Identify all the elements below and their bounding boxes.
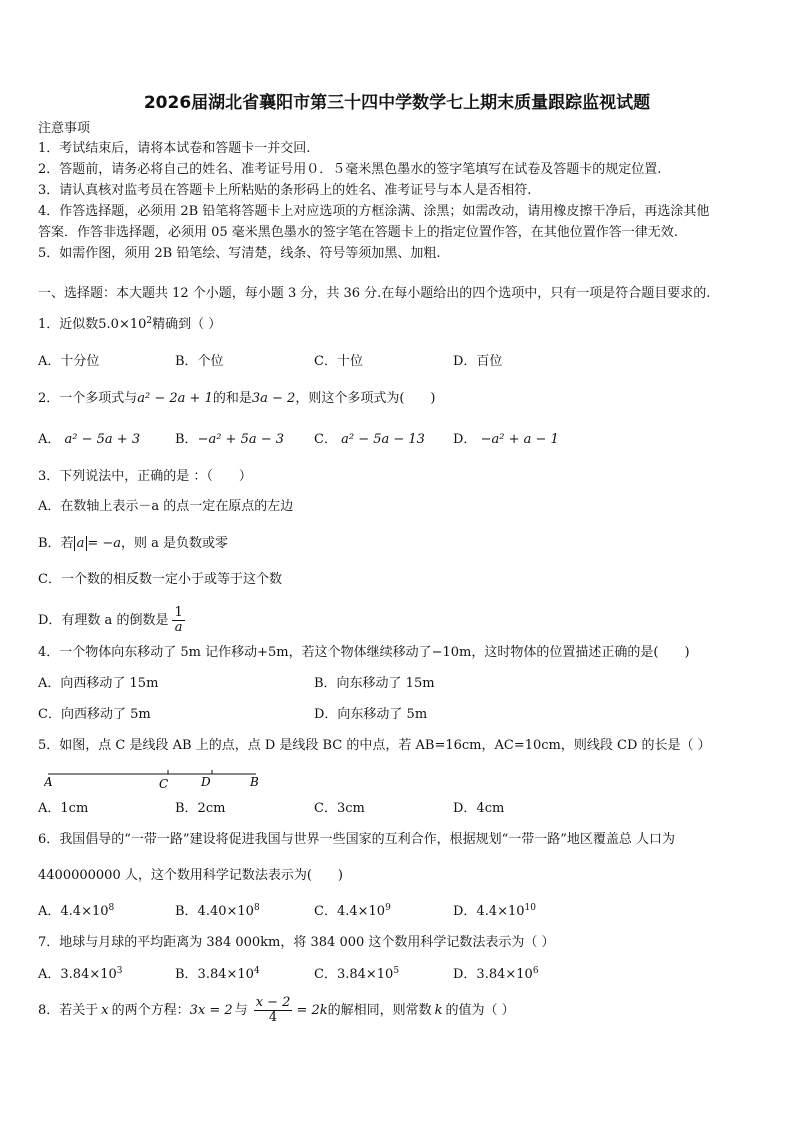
q6-option-c[interactable] bbox=[314, 904, 391, 920]
question-6-line-2: 4400000000 人，这个数用科学记数法表示为( ) bbox=[38, 868, 343, 883]
q3-option-b-suffix: ，则 a 是负数或零 bbox=[121, 536, 229, 551]
q7-option-d-base: D．3.84×10 bbox=[453, 967, 533, 982]
q2-suffix: ，则这个多项式为( ) bbox=[295, 391, 436, 406]
note-4-line-1: 4．作答选择题，必须用 2B 铅笔将答题卡上对应选项的方框涂满、涂黑；如需改动，请用橡皮擦干净后，再选涂其他 bbox=[38, 204, 710, 219]
q4-option-a[interactable]: A．向西移动了 15m bbox=[38, 676, 159, 691]
point-label-d: D bbox=[201, 775, 211, 789]
q3-equation: = −a bbox=[87, 536, 121, 551]
q7-option-b-base: B．3.84×10 bbox=[175, 967, 254, 982]
q7-option-d-exp: 6 bbox=[532, 966, 539, 976]
note-2: 2．答题前，请务必将自己的姓名、准考证号用０．５毫米黑色墨水的签字笔填写在试卷及答题卡的规定位置. bbox=[38, 162, 662, 177]
question-6-line-1: 6．我国倡导的“一带一路”建设将促进我国与世界一些国家的互利合作，根据规划“一带一路”地区覆盖总 人口为 bbox=[38, 832, 675, 847]
q3-fraction-numerator: 1 bbox=[174, 605, 183, 620]
q2-option-b-expr: −a² + 5a − 3 bbox=[197, 432, 285, 447]
q6-option-c-base: C．4.4×10 bbox=[314, 904, 386, 919]
q1-option-a[interactable]: A．十分位 bbox=[38, 354, 100, 369]
question-3: 3．下列说法中，正确的是 ：（ ） bbox=[38, 469, 252, 484]
q7-option-b[interactable] bbox=[175, 967, 260, 983]
q2-middle: 的和是 bbox=[212, 391, 252, 406]
q6-option-b-exp: 8 bbox=[253, 903, 260, 913]
q2-expr-2: 3a − 2 bbox=[251, 391, 296, 406]
q7-option-c[interactable] bbox=[314, 967, 399, 983]
q1-exponent: 2 bbox=[146, 316, 153, 326]
q2-option-b[interactable] bbox=[175, 432, 284, 448]
q6-option-d[interactable] bbox=[453, 904, 536, 920]
question-7: 7．地球与月球的平均距离为 384 000km，将 384 000 这个数用科学记数法表示为（ ） bbox=[38, 935, 555, 950]
q1-suffix: 精确到（ ） bbox=[152, 317, 222, 332]
q3-abs-value: a bbox=[74, 536, 88, 551]
q2-expr-1: a² − 2a + 1 bbox=[137, 391, 213, 406]
q2-option-c[interactable] bbox=[314, 432, 425, 448]
q8-variable-x: x bbox=[101, 1003, 109, 1018]
q7-option-c-base: C．3.84×10 bbox=[314, 967, 394, 982]
q6-option-b-base: B．4.40×10 bbox=[175, 904, 254, 919]
q8-fraction-denominator: 4 bbox=[268, 1010, 278, 1025]
q8-suffix: 的值为（ ） bbox=[445, 1003, 515, 1018]
line-segment-diagram bbox=[44, 770, 259, 800]
section-1-heading: 一、选择题：本大题共 12 个小题，每小题 3 分，共 36 分.在每小题给出的四个选项中，只有一项是符合题目要求的. bbox=[38, 286, 711, 301]
q5-option-d[interactable]: D．4cm bbox=[453, 801, 505, 816]
q2-option-a[interactable] bbox=[38, 432, 140, 448]
q8-fraction-numerator: x − 2 bbox=[255, 995, 291, 1010]
note-5: 5．如需作图，须用 2B 铅笔绘、写清楚，线条、符号等须加黑、加粗. bbox=[38, 246, 441, 261]
q1-number: 5.0×10 bbox=[98, 317, 147, 332]
q3-fraction bbox=[172, 606, 184, 635]
q3-option-d-text: D．有理数 a 的倒数是 bbox=[38, 613, 169, 628]
q6-option-a-exp: 8 bbox=[108, 903, 115, 913]
q8-fraction bbox=[254, 996, 293, 1025]
q1-prefix: 1．近似数 bbox=[38, 317, 99, 332]
q8-text-3: 的解相同，则常数 bbox=[327, 1003, 432, 1018]
q3-fraction-denominator: a bbox=[174, 620, 183, 635]
q6-option-b[interactable] bbox=[175, 904, 260, 920]
q8-equation-1: 3x = 2 bbox=[189, 1003, 233, 1018]
q5-option-a[interactable]: A．1cm bbox=[38, 801, 89, 816]
q7-option-b-exp: 4 bbox=[253, 966, 260, 976]
q7-option-a[interactable] bbox=[38, 967, 123, 983]
q4-option-b[interactable]: B．向东移动了 15m bbox=[314, 676, 435, 691]
q7-option-d[interactable] bbox=[453, 967, 539, 983]
point-label-c: C bbox=[159, 777, 169, 791]
q8-text-1: 的两个方程： bbox=[111, 1003, 190, 1018]
q2-option-a-expr: a² − 5a + 3 bbox=[64, 432, 141, 447]
q2-option-c-label: C． bbox=[314, 432, 337, 447]
note-3: 3．请认真核对监考员在答题卡上所粘贴的条形码上的姓名、准考证号与本人是否相符. bbox=[38, 183, 532, 198]
q2-option-d[interactable] bbox=[453, 432, 559, 448]
q6-option-a-base: A．4.4×10 bbox=[38, 904, 109, 919]
page-title: 2026届湖北省襄阳市第三十四中学数学七上期末质量跟踪监视试题 bbox=[143, 93, 651, 113]
q8-constant-k: k bbox=[434, 1003, 443, 1018]
question-1 bbox=[38, 317, 221, 333]
q2-prefix: 2．一个多项式与 bbox=[38, 391, 138, 406]
q8-text-2: 与 bbox=[234, 1003, 248, 1018]
q2-option-c-expr: a² − 5a − 13 bbox=[341, 432, 425, 447]
question-5: 5．如图，点 C 是线段 AB 上的点，点 D 是线段 BC 的中点，若 AB=16cm，AC=10cm，则线段 CD 的长是（ ） bbox=[38, 738, 711, 753]
q7-option-a-base: A．3.84×10 bbox=[38, 967, 117, 982]
q6-option-d-base: D．4.4×10 bbox=[453, 904, 525, 919]
q2-option-a-label: A． bbox=[38, 432, 61, 447]
q2-option-d-label: D． bbox=[453, 432, 477, 447]
q7-option-c-exp: 5 bbox=[393, 966, 400, 976]
q3-option-a[interactable]: A．在数轴上表示－a 的点一定在原点的左边 bbox=[38, 499, 294, 514]
q3-option-b-prefix: B．若 bbox=[38, 536, 74, 551]
notes-heading: 注意事项 bbox=[38, 121, 91, 136]
note-4-line-2: 答案．作答非选择题，必须用 05 毫米黑色墨水的签字笔在答题卡上的指定位置作答，在其他位置作答一律无效. bbox=[38, 225, 678, 240]
note-1: 1．考试结束后，请将本试卷和答题卡一并交回. bbox=[38, 141, 311, 156]
q5-option-c[interactable]: C．3cm bbox=[314, 801, 365, 816]
point-label-a: A bbox=[44, 775, 53, 789]
q6-option-a[interactable] bbox=[38, 904, 114, 920]
q3-option-b[interactable] bbox=[38, 536, 228, 552]
q3-option-d[interactable] bbox=[38, 606, 189, 635]
q4-option-c[interactable]: C．向西移动了 5m bbox=[38, 707, 151, 722]
q1-option-b[interactable]: B．个位 bbox=[175, 354, 224, 369]
q3-option-c[interactable]: C．一个数的相反数一定小于或等于这个数 bbox=[38, 572, 282, 587]
q5-option-b[interactable]: B．2cm bbox=[175, 801, 226, 816]
q8-equation-2-rest: = 2k bbox=[296, 1003, 328, 1018]
q6-option-d-exp: 10 bbox=[524, 903, 536, 913]
question-4: 4．一个物体向东移动了 5m 记作移动+5m，若这个物体继续移动了−10m，这时物体的位置描述正确的是( ) bbox=[38, 645, 690, 660]
question-8 bbox=[38, 996, 515, 1026]
point-label-b: B bbox=[250, 775, 259, 789]
question-2 bbox=[38, 391, 435, 407]
q2-option-d-expr: −a² + a − 1 bbox=[480, 432, 559, 447]
q6-option-c-exp: 9 bbox=[385, 903, 391, 913]
q4-option-d[interactable]: D．向东移动了 5m bbox=[314, 707, 428, 722]
q8-prefix: 8．若关于 bbox=[38, 1003, 99, 1018]
q1-option-d[interactable]: D．百位 bbox=[453, 354, 503, 369]
q1-option-c[interactable]: C．十位 bbox=[314, 354, 363, 369]
q2-option-b-label: B． bbox=[175, 432, 198, 447]
q7-option-a-exp: 3 bbox=[116, 966, 123, 976]
